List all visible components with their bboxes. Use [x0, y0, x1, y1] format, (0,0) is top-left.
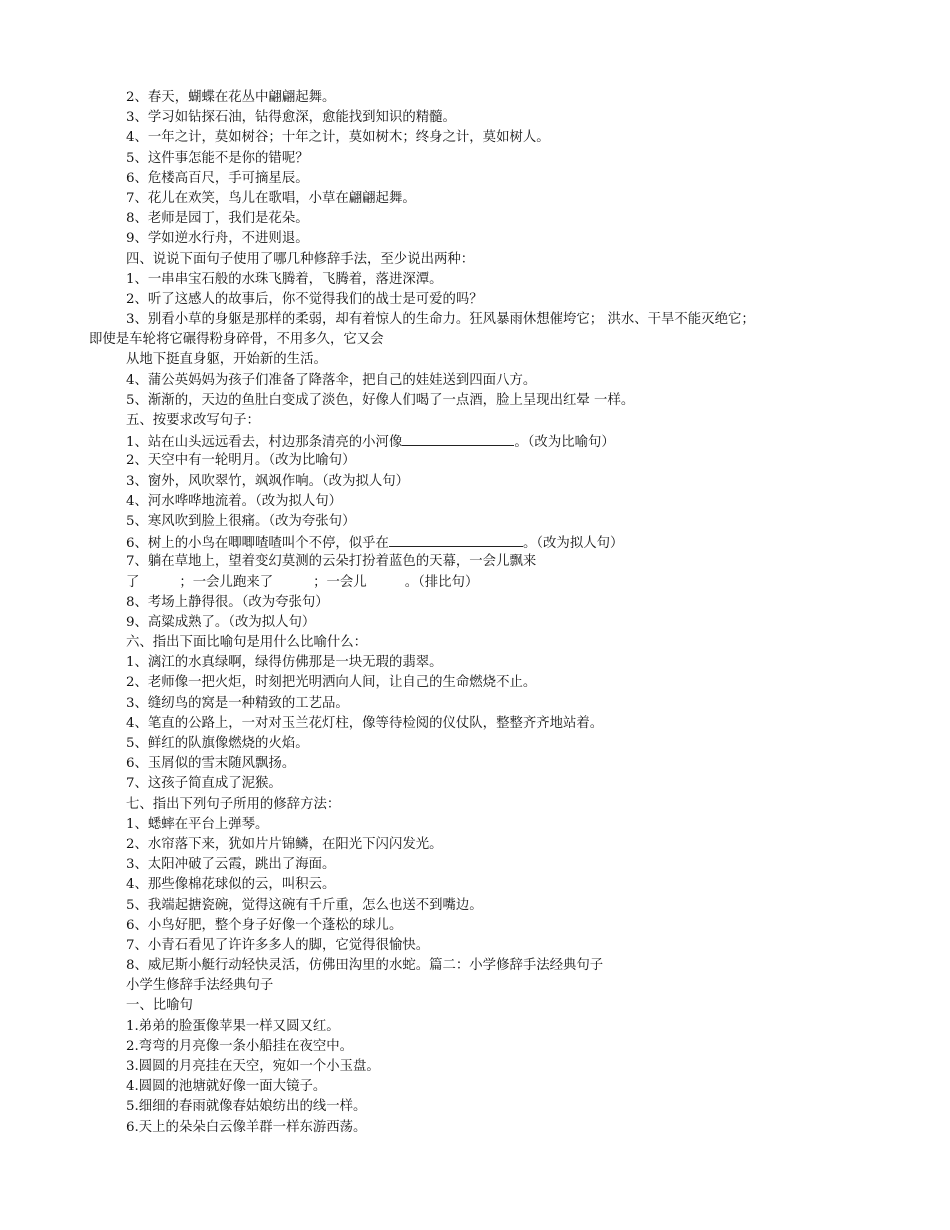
list-item: 7、躺在草地上，望着变幻莫测的云朵打扮着蓝色的天幕，一会儿飘来 [126, 554, 537, 570]
item-text: 。（改为拟人句） [522, 536, 624, 552]
list-item: 1、一串串宝石般的水珠飞腾着，飞腾着，落进深潭。 [126, 271, 443, 287]
list-item: 5、寒风吹到脸上很痛。（改为夸张句） [126, 513, 356, 529]
list-item: 3、太阳冲破了云霞，跳出了海面。 [126, 857, 336, 873]
list-item-continuation: 从地下挺直身躯，开始新的生活。 [126, 352, 327, 368]
list-item: 3、学习如钻探石油，钻得愈深，愈能找到知识的精髓。 [126, 110, 456, 126]
list-item: 4、那些像棉花球似的云，叫积云。 [126, 877, 336, 893]
list-item: 3.圆圆的月亮挂在天空，宛如一个小玉盘。 [126, 1059, 380, 1074]
list-item: 2、天空中有一轮明月。（改为比喻句） [126, 453, 356, 469]
list-item-continuation [0, 573, 950, 593]
list-item: 5、我端起搪瓷碗，觉得这碗有千斤重，怎么也送不到嘴边。 [126, 897, 483, 913]
item-text: ；一会儿 [313, 574, 367, 590]
item-text: 6、树上的小鸟在唧唧喳喳叫个不停，似乎在 [126, 536, 389, 552]
list-item: 8、老师是园丁，我们是花朵。 [126, 211, 309, 227]
list-item: 9、学如逆水行舟，不进则退。 [126, 231, 309, 247]
list-item: 2、老师像一把火炬，时刻把光明洒向人间，让自己的生命燃烧不止。 [126, 675, 537, 691]
item-text: 。（改为比喻句） [514, 435, 615, 451]
section-heading-metaphor: 一、比喻句 [126, 998, 193, 1014]
list-item: 1.弟弟的脸蛋像苹果一样又圆又红。 [126, 1018, 340, 1034]
list-item: 3、窗外，风吹翠竹，飒飒作响。（改为拟人句） [126, 473, 410, 489]
list-item: 9、高粱成熟了。（改为拟人句） [126, 614, 316, 630]
list-item: 2、春天，蝴蝶在花丛中翩翩起舞。 [126, 90, 336, 105]
list-item: 6、玉屑似的雪末随风飘扬。 [126, 756, 296, 772]
list-item: 7、小青石看见了许许多多人的脚，它觉得很愉快。 [126, 937, 430, 953]
section-heading-6: 六、指出下面比喻句是用什么比喻什么： [126, 635, 368, 651]
list-item: 6、危楼高百尺，手可摘星辰。 [126, 170, 309, 186]
list-item [0, 532, 950, 552]
list-item: 4.圆圆的池塘就好像一面大镜子。 [126, 1079, 327, 1095]
list-item: 5、这件事怎能不是你的错呢？ [126, 150, 309, 166]
fill-in-blank [402, 431, 514, 446]
item-text: 1、站在山头远远看去，村边那条清亮的小河像 [126, 435, 403, 451]
list-item: 8、考场上静得很。（改为夸张句） [126, 594, 329, 610]
section-heading-7: 七、指出下列句子所用的修辞方法： [126, 796, 341, 812]
document-body [0, 88, 950, 1138]
list-item: 1、蟋蟀在平台上弹琴。 [126, 816, 269, 832]
list-item: 4、河水哗哗地流着。（改为拟人句） [126, 493, 343, 509]
article-title: 小学生修辞手法经典句子 [126, 978, 274, 994]
section-heading-4: 四、说说下面句子使用了哪几种修辞手法，至少说出两种： [126, 251, 475, 267]
list-item: 4、一年之计，莫如树谷；十年之计，莫如树木；终身之计，莫如树人。 [126, 130, 550, 146]
list-item: 6.天上的朵朵白云像羊群一样东游西荡。 [126, 1119, 367, 1135]
list-item: 1、漓江的水真绿啊，绿得仿佛那是一块无瑕的翡翠。 [126, 655, 443, 671]
list-item: 4、蒲公英妈妈为孩子们准备了降落伞，把自己的娃娃送到四面八方。 [126, 372, 537, 388]
section-heading-5: 五、按要求改写句子： [126, 413, 260, 428]
list-item: 2、听了这感人的故事后，你不觉得我们的战士是可爱的吗？ [126, 291, 483, 307]
item-text: ；一会儿跑来了 [179, 574, 274, 590]
list-item: 7、这孩子简直成了泥猴。 [126, 776, 282, 792]
fill-in-blank [389, 532, 523, 547]
list-item [0, 431, 950, 451]
list-item: 8、威尼斯小艇行动轻快灵活，仿佛田沟里的水蛇。篇二：小学修辞手法经典句子 [126, 958, 604, 974]
list-item: 7、花儿在欢笑，鸟儿在歌唱，小草在翩翩起舞。 [126, 190, 416, 206]
list-item-continuation: 即使是车轮将它碾得粉身碎骨，不用多久，它又会 [89, 332, 384, 348]
list-item: 5.细细的春雨就像春姑娘纺出的线一样。 [126, 1099, 367, 1115]
list-item: 3、缝纫鸟的窝是一种精致的工艺品。 [126, 695, 349, 711]
list-item: 5、鲜红的队旗像燃烧的火焰。 [126, 736, 309, 751]
list-item: 2、水帘落下来，犹如片片锦鳞，在阳光下闪闪发光。 [126, 836, 443, 852]
list-item: 3、别看小草的身躯是那样的柔弱，却有着惊人的生命力。狂风暴雨休想催垮它； 洪水、干旱不能灭绝它； [126, 312, 755, 328]
item-text: 。（排比句） [404, 574, 479, 590]
list-item: 5、渐渐的，天边的鱼肚白变成了淡色，好像人们喝了一点酒，脸上呈现出红晕 一样。 [126, 392, 635, 408]
item-text: 了 [126, 574, 140, 590]
list-item: 6、小鸟好肥，整个身子好像一个蓬松的球儿。 [126, 917, 403, 933]
list-item: 2.弯弯的月亮像一条小船挂在夜空中。 [126, 1038, 354, 1054]
list-item: 4、笔直的公路上，一对对玉兰花灯柱，像等待检阅的仪仗队，整整齐齐地站着。 [126, 715, 604, 731]
